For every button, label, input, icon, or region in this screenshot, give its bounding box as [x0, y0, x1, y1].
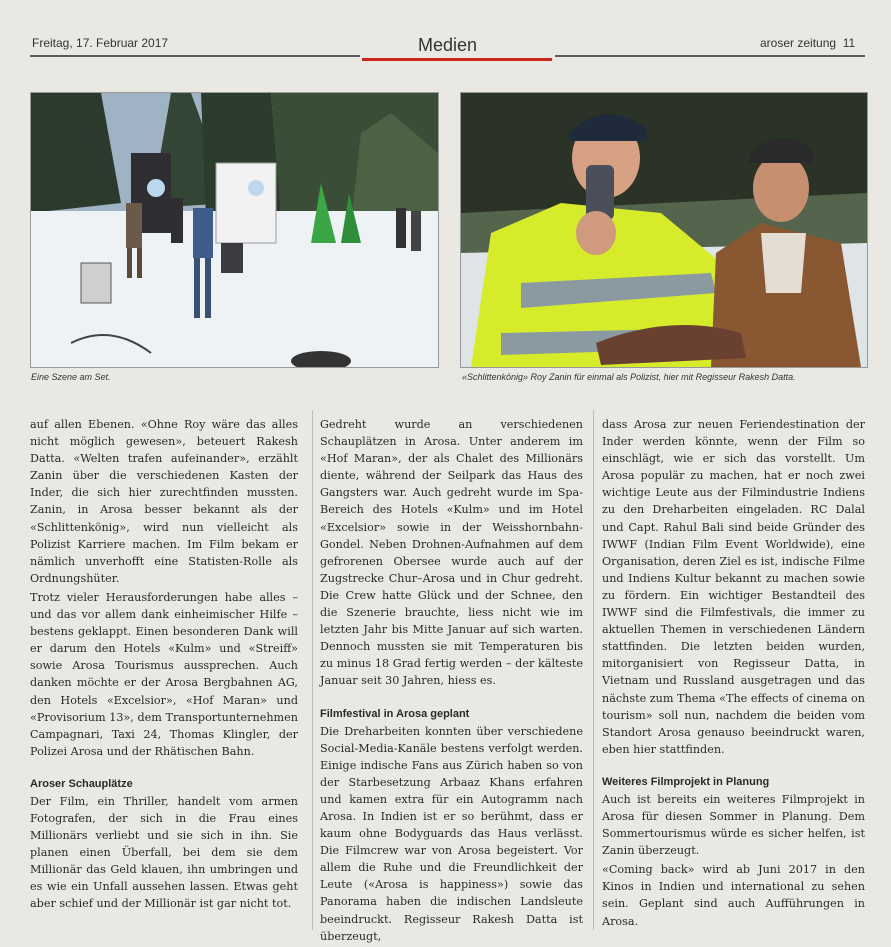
header-rule-left	[30, 55, 360, 57]
article-column-3	[602, 416, 865, 932]
header-rule-right	[555, 55, 865, 57]
section-accent-bar	[362, 58, 552, 61]
column3-paragraph-2: Auch ist bereits ein weiteres Filmprojekt in Arosa für diesen Sommer in Planung. Dem Sommertourismus würde es sicher helfen, ist Zanin überzeugt.	[602, 792, 865, 858]
column1-paragraph-3: Der Film, ein Thriller, handelt vom armen Fotografen, der sich in die Frau eines Millionärs verliebt und sie sich in ihn. Sie planen einen Überfall, bei dem sie dem Millionär das Geld klauen, ihn umbringen und es wie ein Unfall aussehen lassen. Etwas geht aber schief und der Millionär ist gar nicht tot.	[30, 794, 298, 911]
caption-left-photo: Eine Szene am Set.	[31, 372, 111, 382]
header-date: Freitag, 17. Februar 2017	[32, 36, 169, 50]
column2-paragraph-2: Die Dreharbeiten konnten über verschiedene Social-Media-Kanäle bestens verfolgt werden. Einige indische Fans aus Zürich haben so von der Starbesetzung Arbaaz Khans erfahren und kamen extra für ein Autogramm nach Arosa. In Indien ist er so berühmt, dass er kaum ohne Bodyguards das Haus verlässt. Die Filmcrew war von Arosa begeistert. Vor allem die Ruhe und die Freundlichkeit der Leute («Arosa is happiness») sowie das Panorama haben die indischen Landsleute beeindruckt. Regisseur Rakesh Datta ist überzeugt,	[320, 724, 583, 943]
header-section-title: Medien	[418, 35, 478, 55]
article-column-2	[320, 416, 583, 947]
caption-right-photo: «Schlittenkönig» Roy Zanin für einmal als Polizist, hier mit Regisseur Rakesh Datta.	[462, 372, 796, 382]
column-divider-2	[593, 410, 594, 930]
column3-paragraph-3: «Coming back» wird ab Juni 2017 in den Kinos in Indien und international zu sehen sein. Geplant sind auch Aufführungen in Arosa.	[602, 863, 865, 928]
subheading-aroser-schauplaetze: Aroser Schauplätze	[30, 777, 133, 790]
column1-paragraph-1: auf allen Ebenen. «Ohne Roy wäre das alles nicht möglich gewesen», beteuert Rakesh Datta. «Welten trafen aufeinander», erzählt Zanin über die verschiedenen Kasten der Inder, die sich hier zurechtfinden mussten. Zanin, in Arosa besser bekannt als der «Schlittenkönig», wird nun vielleicht als Polizist Karriere machen. Im Film bekam er nämlich unverhofft eine Statisten-Rolle als Ordnungshüter.	[30, 418, 298, 585]
column2-paragraph-1: Gedreht wurde an verschiedenen Schauplätzen in Arosa. Unter anderem im «Hof Maran», der als Chalet des Millionärs diente, während der Seilpark das Haus des Gangsters war. Auch gedreht wurde im Spa-Bereich des Hotels «Kulm» und im Hotel «Excelsior» sowie in der Weisshornbahn-Gondel. Neben Drohnen-Aufnahmen auf dem gefrorenen Obersee wurde auch auf der Zugstrecke Chur–Arosa und in Chur gedreht. Die Crew hatte Glück und der Schnee, den die Szenerie brauchte, liess nicht wie im letzten Jahr bis Mitte Januar auf sich warten. Dennoch mussten sie mit Temperaturen bis zu minus 18 Grad fertig werden – der kälteste Januar seit 30 Jahren, hiess es.	[320, 418, 583, 688]
column-divider-1	[312, 410, 313, 930]
subheading-weiteres-filmprojekt: Weiteres Filmprojekt in Planung	[602, 775, 770, 788]
paper-name: aroser zeitung	[760, 36, 837, 50]
page-number: 11	[842, 36, 856, 50]
header-paper-name	[760, 36, 855, 50]
page-header	[0, 0, 891, 80]
article-column-1	[30, 416, 298, 915]
column3-paragraph-1: dass Arosa zur neuen Feriendestination der Inder werden könnte, wenn der Film so einschlägt, wie er sich das vorstellt. Um Arosa populär zu machen, hat er noch zwei wichtige Leute aus der Filmindustrie Indiens zu den Dreharbeiten eingeladen. RC Dalal und Capt. Rahul Bali sind beide Gründer des IWWF (Indian Film Event Worldwide), eine Organisation, deren Ziel es ist, indische Filme und Indiens Kultur bekannt zu machen sowie zu fördern. Ein wichtiger Bestandteil des IWWF sind die Filmfestivals, die immer zu aktuellen Themen in verschiedenen Ländern stattfinden. Die letzten beiden wurden, mitorganisiert von Regisseur Datta, in Vietnam und Russland ausgetragen und das nächste zum Thema «The effects of cinema on tourism» soll nun, nachdem die beiden vom Standort Arosa genauso beeindruckt waren, eben hier stattfinden.	[602, 418, 865, 756]
column1-paragraph-2: Trotz vieler Herausforderungen habe alles – und das vor allem dank einheimischer Hilfe – bestens geklappt. Einen besonderen Dank will er darum den Hotels «Kulm» und «Streiff» sowie Arosa Tourismus aussprechen. Auch danken möchte er der Arosa Bergbahnen AG, den Hotels «Excelsior», «Hof Maran» und «Provisorium 13», dem Transportunternehmen Campagnari, Taxi 24, Thomas Klingler, der Polizei Arosa und der Rhätischen Bahn.	[30, 590, 298, 758]
subheading-filmfestival: Filmfestival in Arosa geplant	[320, 707, 470, 720]
photo-zanin-datta	[460, 92, 868, 368]
photo-film-set	[30, 92, 439, 368]
